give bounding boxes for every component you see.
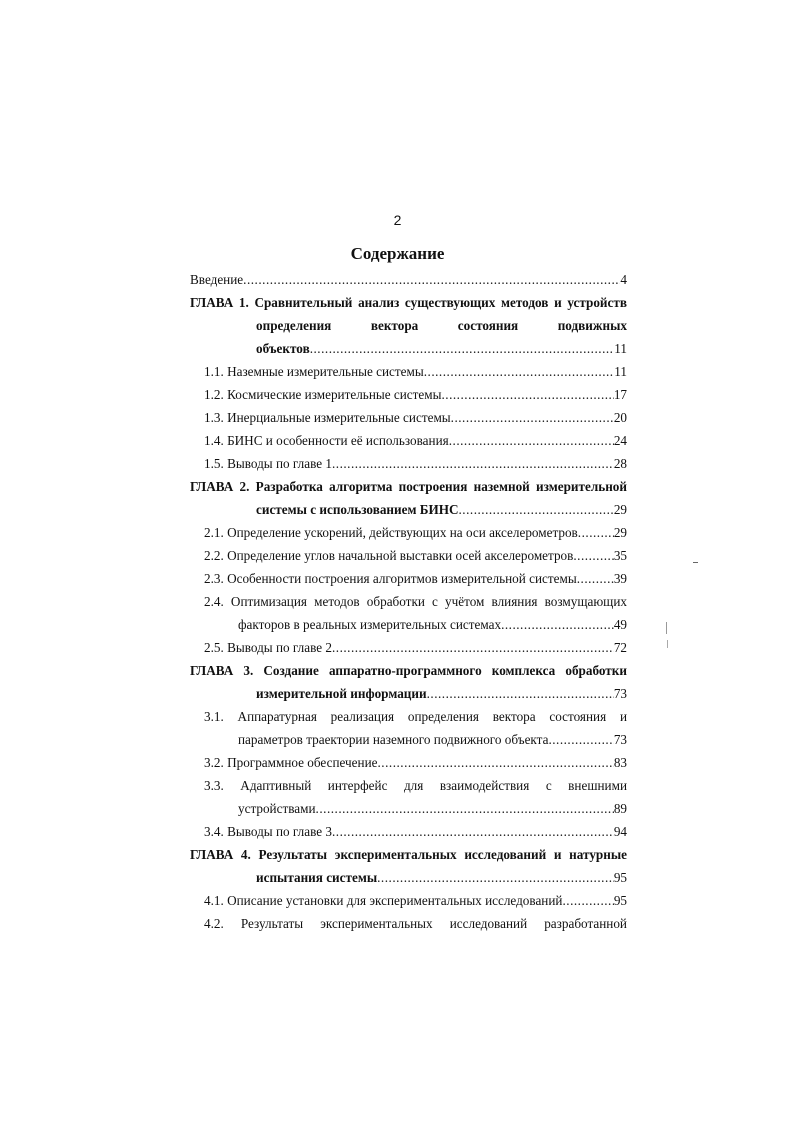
toc-page: 95 [613, 893, 627, 908]
toc-page: 39 [613, 571, 627, 586]
toc-section-1-5 [190, 452, 627, 475]
toc-section-3-4 [190, 820, 627, 843]
toc-label: факторов в реальных измерительных системах [238, 617, 502, 632]
toc-page: 49 [613, 617, 627, 632]
toc-word: подвижных [557, 318, 627, 333]
toc-label: 1.4. БИНС и особенности её использования [204, 433, 449, 448]
toc-section-1-3 [190, 406, 627, 429]
toc-section-4-2-line-1: 4.2. Результаты экспериментальных исследований разработанной [204, 916, 627, 931]
toc-section-3-3-line-2 [190, 797, 627, 820]
dot-leader [441, 383, 613, 406]
dot-leader [548, 728, 613, 751]
dot-leader [562, 889, 613, 912]
dot-leader [316, 797, 614, 820]
toc-label: 1.5. Выводы по главе 1 [204, 456, 332, 471]
dot-leader [378, 751, 614, 774]
toc-chapter-3-line-1: ГЛАВА 3. Создание аппаратно-программного комплекса обработки [190, 663, 627, 678]
dot-leader [243, 268, 620, 291]
toc-label: 4.1. Описание установки для экспериментальных исследований [204, 893, 563, 908]
toc-section-2-1 [190, 521, 627, 544]
toc-section-4-1 [190, 889, 627, 912]
toc-label: 3.2. Программное обеспечение [204, 755, 378, 770]
dot-leader [332, 452, 614, 475]
toc-section-3-1-line-2 [190, 728, 627, 751]
toc-section-1-2 [190, 383, 627, 406]
toc-section-3-1-line-1: 3.1. Аппаратурная реализация определения вектора состояния и [204, 709, 627, 724]
toc-page: 11 [614, 341, 627, 356]
toc-page: 29 [613, 502, 627, 517]
toc-label: 2.1. Определение ускорений, действующих на оси акселерометров [204, 525, 578, 540]
table-of-contents [190, 268, 627, 935]
toc-chapter-4-line-1: ГЛАВА 4. Результаты экспериментальных исследований и натурные [190, 847, 627, 862]
toc-label: Введение [190, 272, 244, 287]
scan-artifact [693, 562, 698, 563]
toc-label: 2.2. Определение углов начальной выставки осей акселерометров [204, 548, 574, 563]
dot-leader [578, 521, 614, 544]
toc-page: 73 [613, 732, 627, 747]
toc-section-1-4 [190, 429, 627, 452]
toc-chapter-4-line-2 [190, 866, 627, 889]
toc-word: состояния [457, 318, 519, 333]
toc-page: 24 [613, 433, 627, 448]
toc-label: 1.2. Космические измерительные системы [204, 387, 442, 402]
dot-leader [310, 337, 615, 360]
toc-page: 28 [613, 456, 627, 471]
toc-label: 1.3. Инерциальные измерительные системы [204, 410, 451, 425]
toc-chapter-1-line-3 [190, 337, 627, 360]
dot-leader [427, 682, 614, 705]
toc-section-2-5 [190, 636, 627, 659]
dot-leader [332, 636, 614, 659]
dot-leader [577, 567, 614, 590]
toc-word: определения [256, 318, 332, 333]
toc-page: 73 [613, 686, 627, 701]
toc-page: 20 [613, 410, 627, 425]
dot-leader [573, 544, 613, 567]
toc-section-2-2 [190, 544, 627, 567]
toc-label: 3.4. Выводы по главе 3 [204, 824, 332, 839]
toc-section-2-4-line-1: 2.4. Оптимизация методов обработки с учётом влияния возмущающих [204, 594, 627, 609]
toc-label: параметров траектории наземного подвижного объекта [238, 732, 549, 747]
toc-page: 4 [620, 272, 627, 287]
toc-label: измерительной информации [256, 686, 427, 701]
toc-chapter-2-line-1: ГЛАВА 2. Разработка алгоритма построения наземной измерительной [190, 479, 627, 494]
scan-artifact [667, 640, 668, 648]
toc-section-3-2 [190, 751, 627, 774]
toc-page: 11 [614, 364, 627, 379]
toc-page: 35 [613, 548, 627, 563]
toc-page: 29 [613, 525, 627, 540]
toc-page: 17 [613, 387, 627, 402]
toc-section-3-3-line-1: 3.3. Адаптивный интерфейс для взаимодействия с внешними [204, 778, 627, 793]
toc-section-2-4-line-2 [190, 613, 627, 636]
dot-leader [451, 406, 614, 429]
dot-leader [459, 498, 614, 521]
dot-leader [449, 429, 614, 452]
toc-label: 1.1. Наземные измерительные системы [204, 364, 424, 379]
toc-label: 2.3. Особенности построения алгоритмов измерительной системы [204, 571, 577, 586]
toc-section-2-3 [190, 567, 627, 590]
dot-leader [377, 866, 614, 889]
scan-artifact [666, 622, 667, 634]
toc-page: 95 [613, 870, 627, 885]
dot-leader [332, 820, 614, 843]
toc-page: 89 [613, 801, 627, 816]
dot-leader [424, 360, 615, 383]
toc-label: 2.5. Выводы по главе 2 [204, 640, 332, 655]
toc-chapter-3-line-2 [190, 682, 627, 705]
toc-title: Содержание [350, 244, 445, 263]
toc-chapter-1-line-1: ГЛАВА 1. Сравнительный анализ существующих методов и устройств [190, 295, 627, 310]
toc-chapter-1-line-2 [190, 314, 627, 337]
page-number: 2 [393, 212, 402, 228]
toc-page: 83 [613, 755, 627, 770]
toc-chapter-2-line-2 [190, 498, 627, 521]
toc-label: объектов [256, 341, 310, 356]
toc-entry-intro [190, 268, 627, 291]
toc-section-1-1 [190, 360, 627, 383]
toc-label: системы с использованием БИНС [256, 502, 459, 517]
toc-page: 72 [613, 640, 627, 655]
dot-leader [501, 613, 614, 636]
toc-label: испытания системы [256, 870, 378, 885]
toc-page: 94 [613, 824, 627, 839]
toc-word: вектора [370, 318, 419, 333]
toc-label: устройствами [238, 801, 316, 816]
